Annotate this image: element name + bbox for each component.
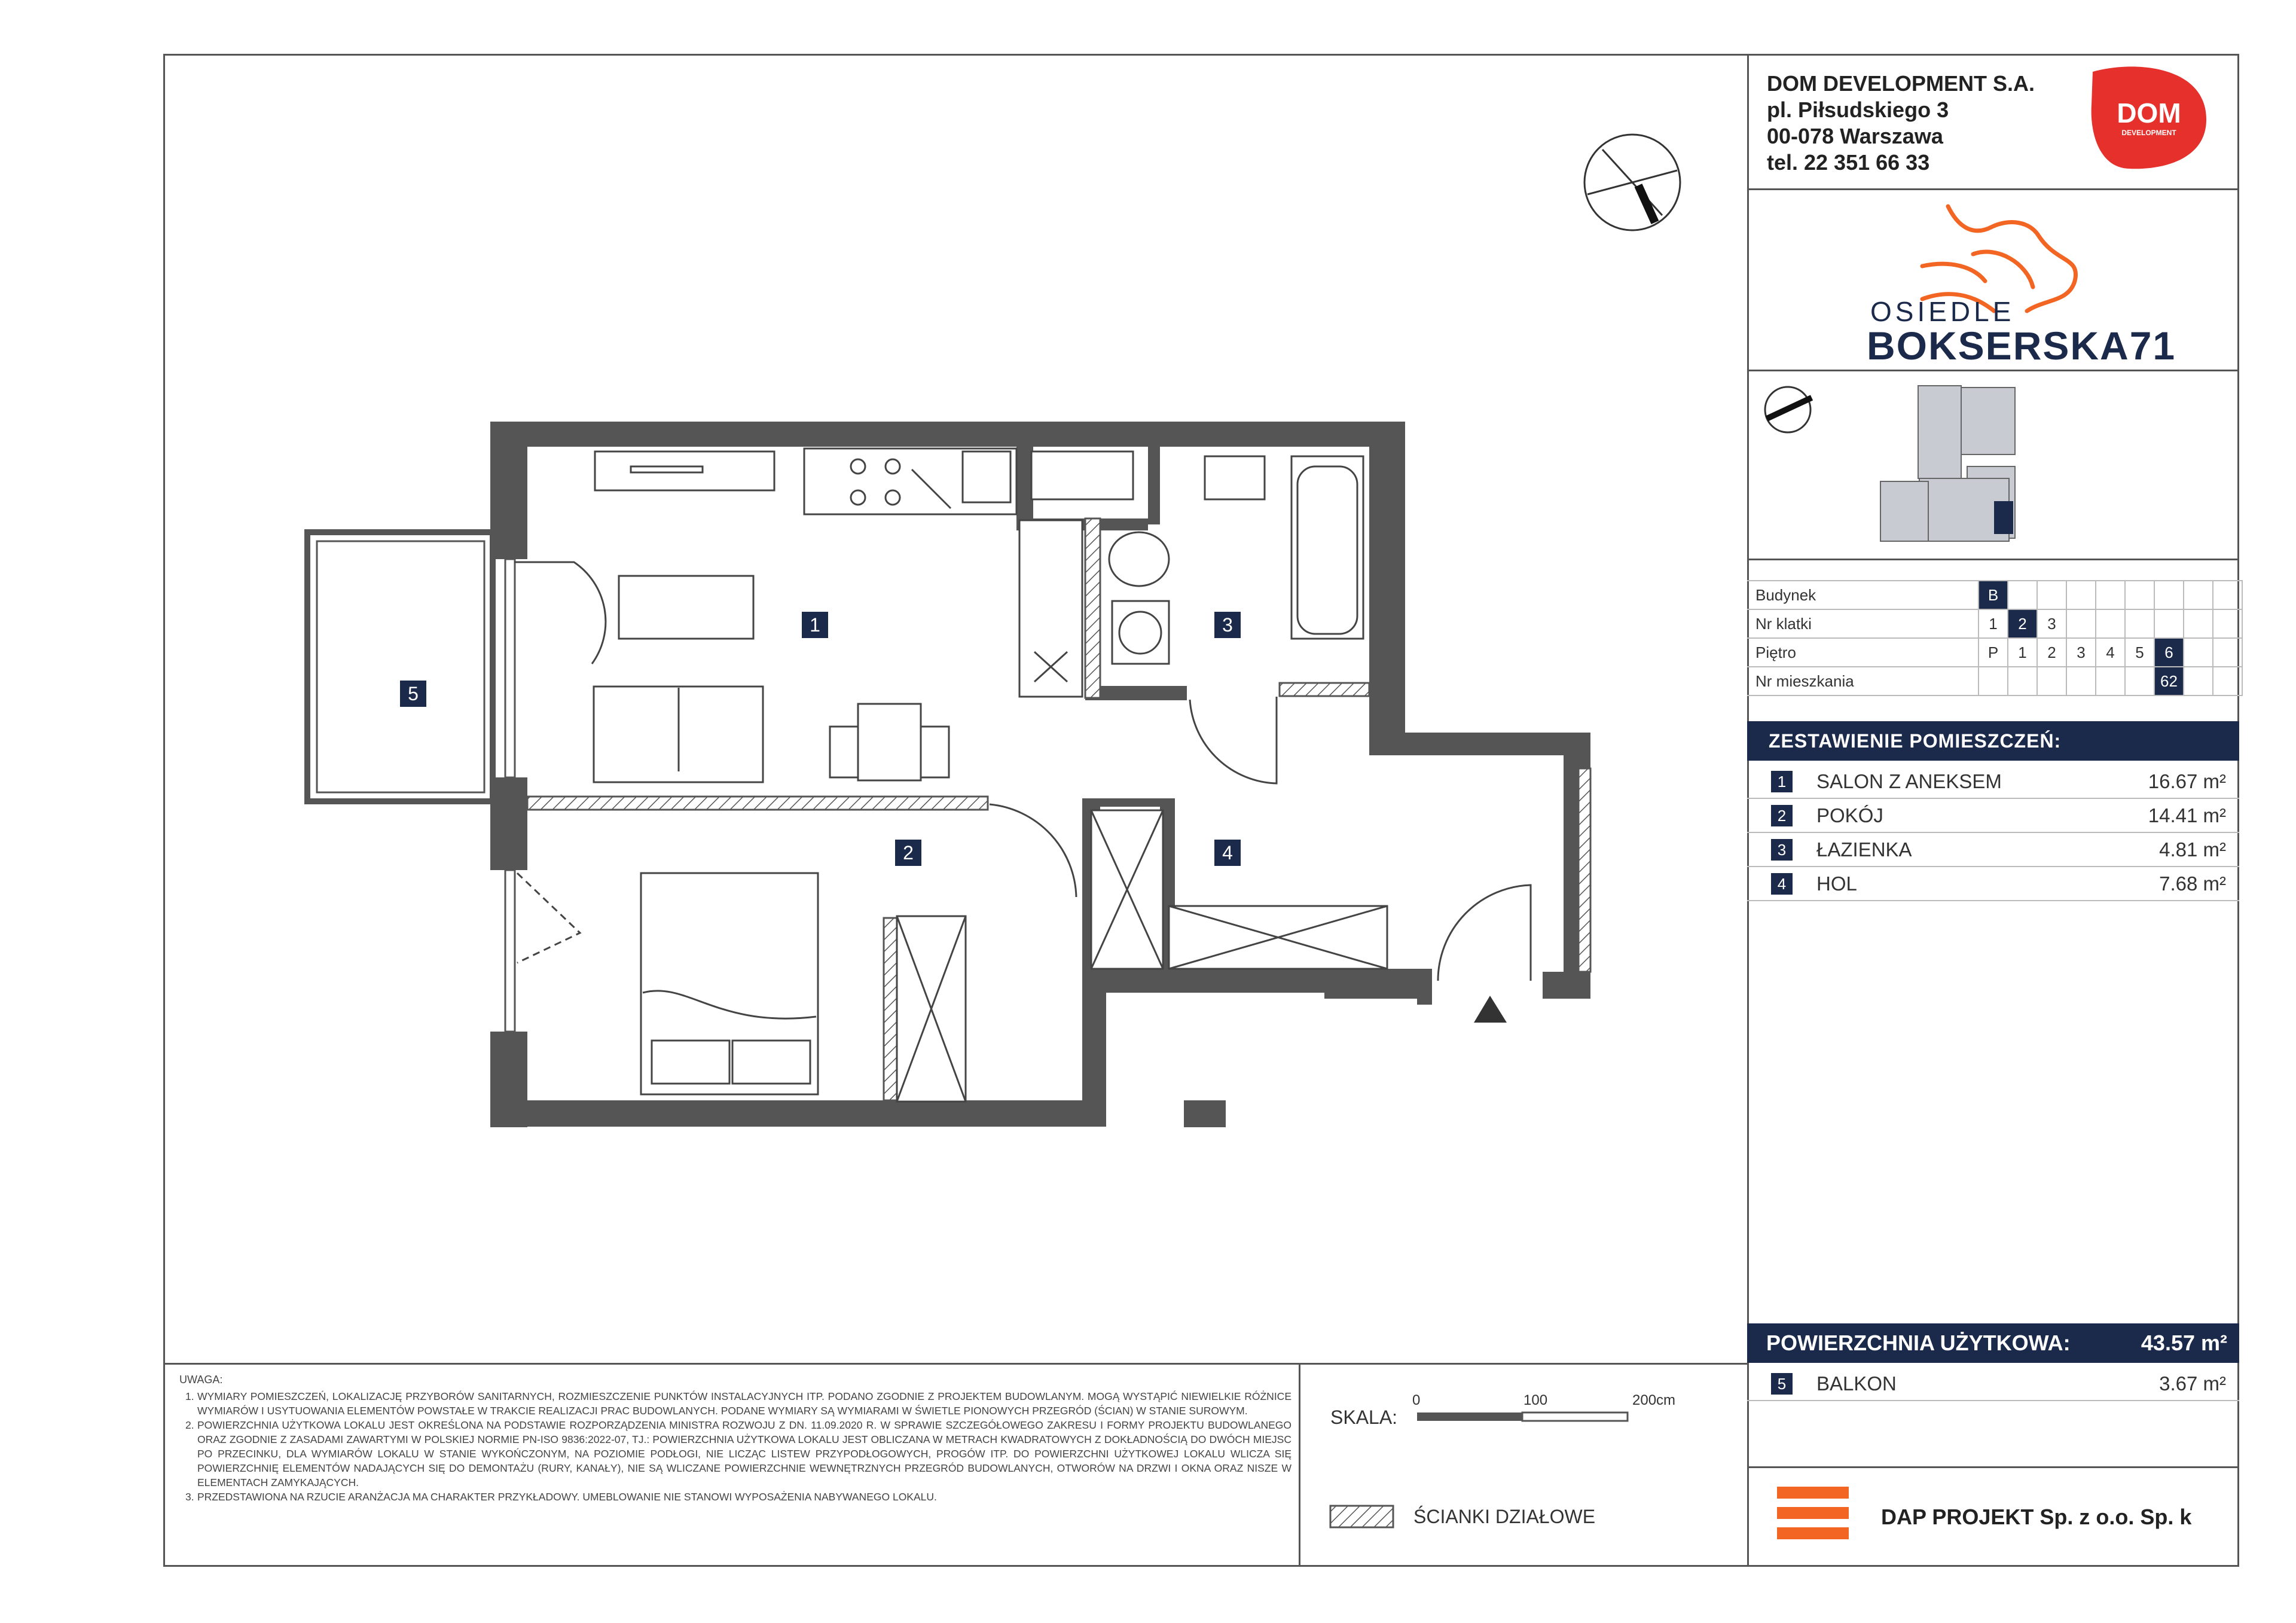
plan-label-3: 3 (1214, 612, 1241, 638)
divider (1747, 559, 2239, 560)
entrance-arrow-icon (1474, 996, 1507, 1023)
legend-area (1299, 1363, 1747, 1567)
scale-tick: 200cm (1632, 1392, 1676, 1408)
legend-partition-label: ŚCIANKI DZIAŁOWE (1413, 1506, 1596, 1527)
row-pietro: Piętro P 1 2 3 4 5 6 (1747, 638, 2242, 667)
plan-label-4: 4 (1214, 840, 1241, 866)
row-mieszkanie: Nr mieszkania 62 (1747, 667, 2242, 695)
company-name: DOM DEVELOPMENT S.A. (1767, 71, 2035, 96)
company-address1: pl. Piłsudskiego 3 (1767, 97, 1949, 122)
estate-line1: OSIEDLE (1870, 296, 2015, 327)
estate-name: BOKSERSKA (1867, 324, 2130, 368)
plan-label-2: 2 (895, 840, 921, 866)
kitchen-furniture (595, 449, 1133, 697)
divider (1747, 1466, 2239, 1468)
room-row: 3 ŁAZIENKA 4.81 m² (1747, 832, 2239, 867)
notes-title: UWAGA: (179, 1374, 223, 1386)
balcony-outline (307, 532, 493, 801)
notes (179, 1372, 1292, 1504)
company-phone: tel. 22 351 66 33 (1767, 150, 1930, 175)
usable-area-header (1747, 1323, 2239, 1363)
note-item: 3. PRZEDSTAWIONA NA RZUCIE ARANŻACJA MA CHARAKTER PRZYKŁADOWY. UMEBLOWANIE NIE STANOWI WYPOSAŻENIA NABYWANEGO LOKALU. (185, 1491, 937, 1503)
usable-area-label: POWIERZCHNIA UŻYTKOWA: (1766, 1331, 2071, 1355)
usable-area-value: 43.57 m² (2141, 1331, 2227, 1355)
rooms-header: ZESTAWIENIE POMIESZCZEŃ: (1747, 721, 2239, 761)
divider (1747, 370, 2239, 371)
plan-label-5: 5 (400, 681, 426, 707)
compass-icon (1584, 135, 1680, 230)
estate-line2 (1867, 323, 2176, 368)
logo-subtext: DEVELOPMENT (2121, 129, 2176, 137)
label-budynek: Budynek (1747, 581, 1979, 609)
plan-label-1: 1 (802, 612, 828, 638)
balcony-row: 5 BALKON 3.67 m² (1747, 1366, 2239, 1401)
label-klatka: Nr klatki (1747, 609, 1979, 638)
location-table (1747, 580, 2243, 696)
label-pietro: Piętro (1747, 638, 1979, 667)
row-klatka: Nr klatki 1 2 3 (1747, 609, 2242, 638)
room-row: 4 HOL 7.68 m² (1747, 867, 2239, 901)
label-mieszkanie: Nr mieszkania (1747, 667, 1979, 695)
room-row: 1 SALON Z ANEKSEM 16.67 m² (1747, 764, 2239, 799)
company-info (1767, 71, 2035, 176)
designer-name: DAP PROJEKT Sp. z o.o. Sp. k (1881, 1505, 2192, 1529)
scale-tick: 100 (1523, 1392, 1548, 1408)
note-item: 2. POWIERZCHNIA UŻYTKOWA LOKALU JEST OKREŚLONA NA PODSTAWIE ROZPORZĄDZENIA MINISTRA ROZWOJU Z DN. 11.09.2020 R. W SPRAWIE SZCZEGÓŁOWEGO ZAKRESU I FORMY PROJEKTU BUDOWLANEGO ORAZ ZGODNIE Z ZASADAMI ZAWARTYMI W POLSKIEJ NORMIE PN-ISO 9836:2022-07, TJ.: POWIERZCHNIA UŻYTKOWA LOKALU JEST OBLICZANA W METRACH KWADRATOWYCH Z DOKŁADNOŚCIĄ DO DWÓCH MIEJSC PO PRZECINKU, DLA WYMIARÓW LOKALU W STANIE WYKOŃCZONYM, NA POZIOMIE PODŁOGI, NIE LICZĄC LISTEW PRZYPODŁOGOWYCH, PROGÓW ITP. DO POWIERZCHNI UŻYTKOWEJ LOKALU WLICZA SIĘ POWIERZCHNIĘ ELEMENTÓW NADAJĄCYCH SIĘ DO DEMONTAŻU (RURY, KANAŁY), NIE SĄ WLICZANE POWIERZCHNIE WEWNĘTRZNYCH PRZEGRÓD BUDOWLANYCH, OTWORÓW NA DRZWI I OKNA ORAZ NISZE W ELEMENTACH ZAMYKAJĄCYCH. (185, 1419, 1292, 1488)
note-item: 1. WYMIARY POMIESZCZEŃ, LOKALIZACJĘ PRZYBORÓW SANITARNYCH, ROZMIESZCZENIE PUNKTÓW INSTALACYJNYCH ITP. PODANO ZGODNIE Z PROJEKTEM BUDOWLANYM. MOGĄ WYSTĄPIĆ NIEWIELKIE RÓŻNICE WYMIARÓW I USYTUOWANIA ELEMENTÓW POWSTAŁE W TRAKCIE REALIZACJI PRAC BUDOWLANYCH. PODANE WYMIARY SĄ WYMIARAMI W ŚWIETLE PIONOWYCH PRZEGRÓD (ŚCIAN) W STANIE SUROWYM. (185, 1390, 1292, 1417)
room-row: 2 POKÓJ 14.41 m² (1747, 798, 2239, 833)
living-furniture (594, 576, 949, 782)
row-budynek: Budynek B (1747, 581, 2242, 609)
bedroom-furniture (641, 810, 1387, 1102)
logo-text: DOM (2117, 97, 2181, 129)
scale-label: SKALA: (1330, 1407, 1398, 1428)
estate-number: 71 (2129, 324, 2176, 368)
divider (1747, 188, 2239, 190)
scale-tick: 0 (1412, 1392, 1421, 1408)
company-address2: 00-078 Warszawa (1767, 124, 1943, 148)
